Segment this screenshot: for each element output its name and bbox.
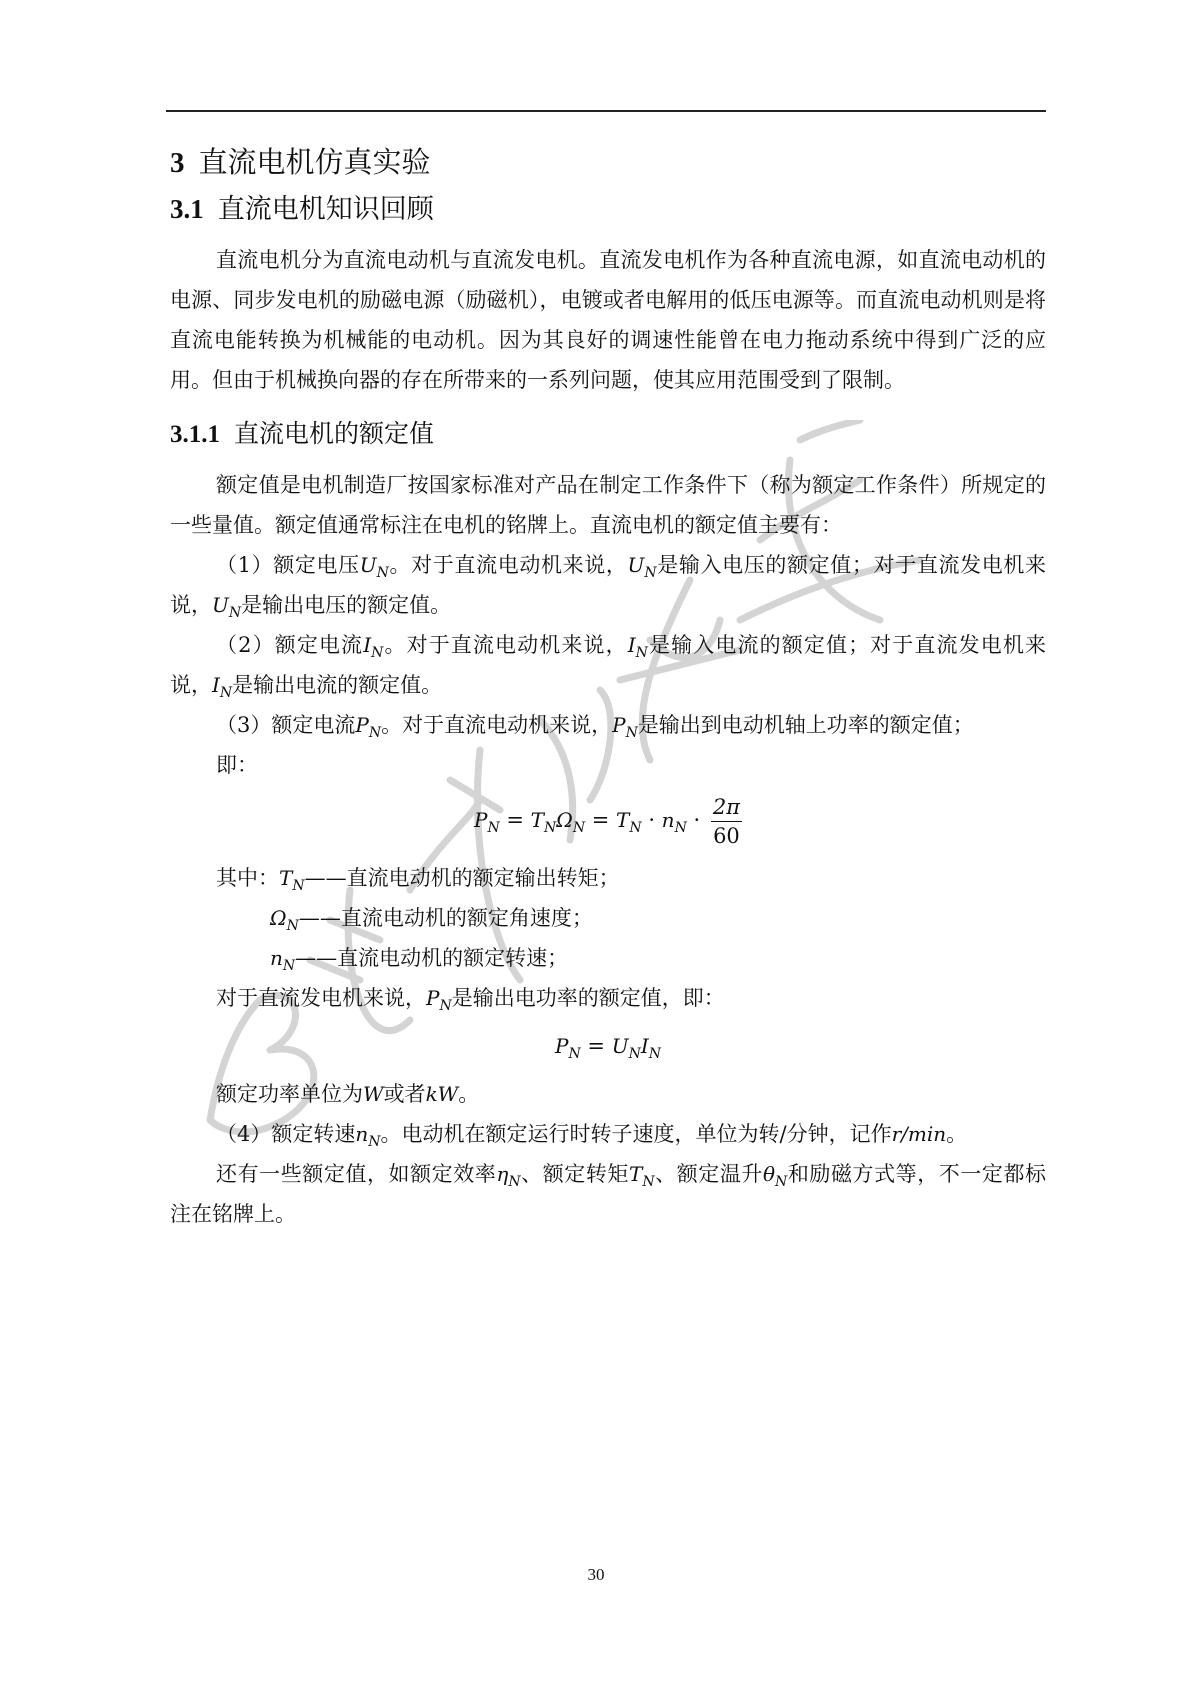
chapter-number: 3 — [170, 147, 185, 179]
item2-prefix: （2）额定电流 — [216, 633, 364, 657]
item1-text-2: 是输入电压的额定值；对于直流发电机来说， — [170, 553, 1046, 617]
equation-rated-power-motor: $P_N = T_N\Omega_N = T_N \cdot n_N$ · $\frac{2\pi}{60}$ — [473, 795, 741, 848]
symbol-pn: $P_N$ — [355, 713, 382, 741]
item1-text-3: 是输出电压的额定值。 — [241, 593, 452, 617]
subsection-heading — [170, 414, 1046, 455]
header-rule — [166, 110, 1046, 112]
where-torque: 其中：$T_N——$直流电动机的额定输出转矩； — [216, 866, 620, 894]
where-speed: $n_N——$直流电动机的额定转速； — [270, 946, 569, 974]
subsection-number: 3.1.1 — [170, 421, 220, 448]
item3-text-1: 。对于直流电动机来说， — [381, 713, 613, 737]
item-rated-power — [170, 705, 1046, 745]
item-rated-speed: （4）额定转速$n_N$。电动机在额定运行时转子速度，单位为转/分钟，记作r/min。 — [216, 1122, 968, 1150]
other-rated-values: 还有一些额定值，如额定效率$\eta_N$、额定转矩$T_N$、额定温升$\theta_N$和励磁方式等，不一定都标注在铭牌上。 — [170, 1162, 1047, 1226]
page-number: 30 — [587, 1565, 605, 1584]
section-number: 3.1 — [170, 194, 204, 224]
symbol-in: $I_N$ — [212, 673, 233, 701]
rated-intro-paragraph: 额定值是电机制造厂按国家标准对产品在制定工作条件下（称为额定工作条件）所规定的一些量值。额定值通常标注在电机的铭牌上。直流电机的额定值主要有： — [170, 473, 1046, 537]
item3-prefix: （3）额定电流 — [216, 713, 356, 737]
page-content — [170, 140, 1046, 1234]
symbol-un: $U_N$ — [212, 593, 242, 621]
item3-text-3: 即： — [216, 753, 258, 777]
section-title: 直流电机知识回顾 — [217, 194, 434, 225]
item3-text-2: 是输出到电动机轴上功率的额定值； — [637, 713, 974, 737]
where-angular-speed: $\Omega_N——$直流电动机的额定角速度； — [270, 906, 593, 934]
chapter-title: 直流电机仿真实验 — [198, 145, 431, 179]
item1-prefix: （1）额定电压 — [216, 553, 360, 577]
generator-power-text: 对于直流发电机来说，$P_N$是输出电功率的额定值，即： — [216, 986, 725, 1014]
symbol-un: $U_N$ — [359, 553, 389, 581]
intro-paragraph: 直流电机分为直流电动机与直流发电机。直流发电机作为各种直流电源，如直流电动机的电源、同步发电机的励磁电源（励磁机），电镀或者电解用的低压电源等。而直流电动机则是将直流电能转换为机械能的电动机。因为其良好的调速性能曾在电力拖动系统中得到广泛的应用。但由于机械换向器的存在所带来的一系列问题，使其应用范围受到了限制。 — [170, 248, 1046, 392]
section-heading — [170, 189, 1046, 230]
item2-text-1: 。对于直流电动机来说， — [383, 633, 628, 657]
item2-text-2: 是输入电流的额定值；对于直流发电机来说， — [170, 633, 1047, 697]
symbol-pn: $P_N$ — [612, 713, 638, 741]
item-rated-voltage — [170, 545, 1046, 625]
fraction-2pi-over-60: $\frac{2\pi}{60}$ — [712, 795, 741, 848]
symbol-in: $I_N$ — [627, 633, 648, 661]
item1-text-1: 。对于直流电动机来说， — [388, 553, 628, 577]
subsection-title: 直流电机的额定值 — [234, 419, 435, 448]
symbol-in: $I_N$ — [363, 633, 384, 661]
power-unit-text: 额定功率单位为W或者kW。 — [216, 1082, 480, 1106]
equation-rated-power-generator: $P_N = U_NI_N$ — [555, 1034, 661, 1062]
symbol-un: $U_N$ — [627, 553, 657, 581]
chapter-heading — [170, 140, 1046, 185]
item-rated-current — [170, 625, 1046, 705]
item2-text-3: 是输出电流的额定值。 — [232, 673, 443, 697]
